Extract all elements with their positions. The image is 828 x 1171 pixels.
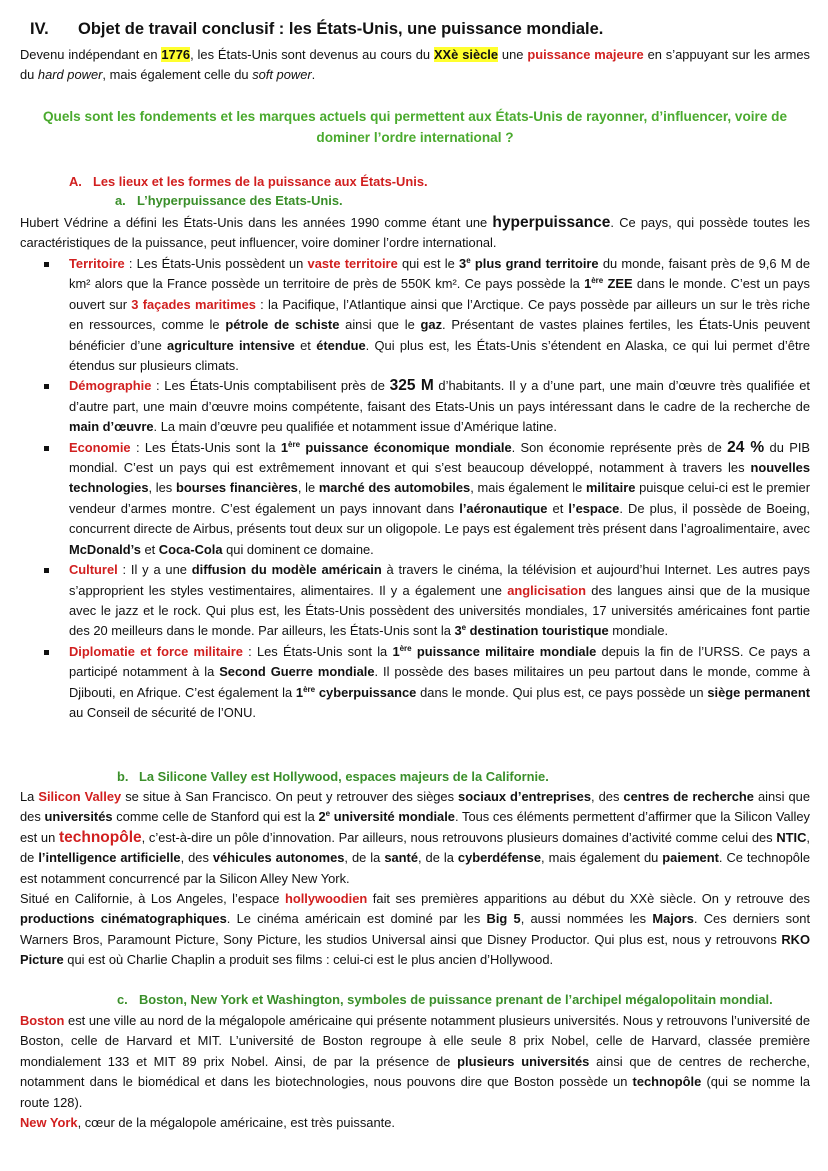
section-heading	[30, 18, 603, 40]
bullet-square-icon	[44, 262, 49, 267]
silicon-valley-paragraph: La Silicon Valley se situe à San Francisco. On peut y retrouver des sièges sociaux d’entreprises, des centres de recherche ainsi que des universités comme celle de Stanford qui est la 2e université mondiale. Tous ces éléments permettent d’affirmer que la Silicon Valley est un technopôle, c’est-à-dire un pôle d’innovation. Par ailleurs, nous retrouvons plusieurs domaines d’activité comme celui des NTIC, de l’intelligence artificielle, des véhicules autonomes, de la santé, de la cyberdéfense, mais également du paiement. Ce technopôle est notamment concurrencé par la Silicon Alley New York.	[20, 789, 811, 886]
intro-paragraph: Devenu indépendant en 1776, les États-Unis sont devenus au cours du XXè siècle une puissance majeure en s’appuyant sur les armes du hard power, mais également celle du soft power.	[20, 47, 811, 83]
hollywood-paragraph: Situé en Californie, à Los Angeles, l’espace hollywoodien fait ses premières apparitions au début du XXè siècle. On y retrouve des productions cinématographiques. Le cinéma américain est dominé par les Big 5, aussi nommées les Majors. Ces derniers sont Warners Bros, Paramount Picture, Sony Picture, les studios Universal ainsi que Disney Productor. Qui plus est, nous y retrouvons RKO Picture qui est où Charlie Chaplin a produit ses films : celui-ci est le plus ancien d’Hollywood.	[20, 891, 811, 968]
bullet-square-icon	[44, 650, 49, 655]
bullet-list	[20, 254, 810, 723]
bullet-square-icon	[44, 568, 49, 573]
heading-sub-b: b. La Silicone Valley est Hollywood, espaces majeurs de la Californie.	[117, 769, 549, 784]
heading-sub-a: a. L’hyperpuissance des Etats-Unis.	[115, 193, 343, 208]
boston-newyork-section	[20, 1011, 810, 1133]
boston-paragraph: Boston est une ville au nord de la mégalopole américaine qui présente notamment plusieurs universités. Nous y retrouvons l’université de Boston, celle de Harvard et MIT. L’université de Boston regroupe à elle seule 8 prix Nobel, celle de Harvard, classée première mondialement 133 et MIT 89 prix Nobel. Ainsi, de par la présence de plusieurs universités ainsi que de centres de recherche, notamment dans le biomédical et dans les biotechnologies, nous pouvons dire que Boston possède un technopôle (qui se nomme la route 128).	[20, 1013, 811, 1110]
list-item-diplomatie: Diplomatie et force militaire : Les États-Unis sont la 1ère puissance militaire mondiale depuis la fin de l’URSS. Ce pays a participé notamment à la Second Guerre mondiale. Il possède des bases militaires un peu partout dans le monde, comme à Djibouti, en Afrique. C’est également la 1ère cyberpuissance dans le monde. Qui plus est, ce pays possède un siège permanent au Conseil de sécurité de l’ONU.	[20, 642, 810, 724]
list-item-culturel: Culturel : Il y a une diffusion du modèle américain à travers le cinéma, la télévision et aujourd’hui Internet. Les autres pays s’approprient les styles vestimentaires, alimentaires. Il y a également une anglicisation des langues ainsi que de la musique avec le jazz et le rock. Qui plus est, les États-Unis possèdent des universités mondiales, 17 universités américaines font partie des 20 meilleurs dans le monde. Par ailleurs, les États-Unis sont la 3e destination touristique mondiale.	[20, 560, 810, 642]
bullet-square-icon	[44, 446, 49, 451]
silicon-hollywood-section	[20, 787, 810, 971]
section-title: Objet de travail conclusif : les États-Unis, une puissance mondiale.	[78, 20, 604, 38]
list-item-demographie: Démographie : Les États-Unis comptabilisent près de 325 M d’habitants. Il y a d’une part, une main d’œuvre très qualifiée et d’autre part, une main d’œuvre moins compétente, faisant des Etats-Unis un pays intéressant dans le cadre de la recherche de main d’œuvre. La main d’œuvre peu qualifiée et notamment issue d’Amérique latine.	[20, 376, 810, 437]
list-item-territoire: Territoire : Les États-Unis possèdent un vaste territoire qui est le 3e plus grand territoire du monde, faisant près de 9,6 M de km² alors que la France possède un territoire de près de 550K km². Ce pays possède la 1ère ZEE dans le monde. C’est un pays ouvert sur 3 façades maritimes : la Pacifique, l’Atlantique ainsi que l’Arctique. Ce pays possède par ailleurs un sur le très riche en ressources, comme le pétrole de schiste ainsi que le gaz. Présentant de vastes plaines fertiles, les États-Unis peuvent bénéficier d’une agriculture intensive et étendue. Qui plus est, les États-Unis s’étendent en Alaska, ce qui lui permet d’être étendus sur plusieurs climats.	[20, 254, 810, 376]
highlight-1776: 1776	[161, 47, 191, 62]
vedrine-paragraph: Hubert Védrine a défini les États-Unis dans les années 1990 comme étant une hyperpuissance. Ce pays, qui possède toutes les caractéristiques de la puissance, peut influencer, voire dominer l’ordre international.	[20, 214, 810, 251]
list-item-economie: Economie : Les États-Unis sont la 1ère puissance économique mondiale. Son économie représente près de 24 % du PIB mondial. C’est un pays qui est extrêmement innovant et qui s’est beaucoup développé, notamment à travers les nouvelles technologies, les bourses financières, le marché des automobiles, mais également le militaire puisque celui-ci est le premier vendeur d’armes montre. C’est également un pays innovant dans l’aéronautique et l’espace. De plus, il possède de Boeing, concurrent directe de Airbus, présents tout deux sur un oligopole. Le pays est également très présent dans l’agroalimentaire, avec McDonald’s et Coca-Cola qui dominent ce domaine.	[20, 438, 810, 560]
bullet-square-icon	[44, 384, 49, 389]
heading-part-a: A. Les lieux et les formes de la puissance aux États-Unis.	[69, 174, 428, 189]
heading-sub-c: c. Boston, New York et Washington, symboles de puissance prenant de l’archipel mégalopolitain mondial.	[117, 992, 773, 1007]
new-york-paragraph: New York, cœur de la mégalopole américaine, est très puissante.	[20, 1115, 395, 1131]
section-number: IV.	[30, 20, 49, 38]
keyword-major-power: puissance majeure	[527, 47, 644, 62]
highlight-century: XXè siècle	[433, 47, 499, 62]
problem-question: Quels sont les fondements et les marques actuels qui permettent aux États-Unis de rayonner, d’influencer, voire de dominer l’ordre international ?	[42, 109, 788, 145]
